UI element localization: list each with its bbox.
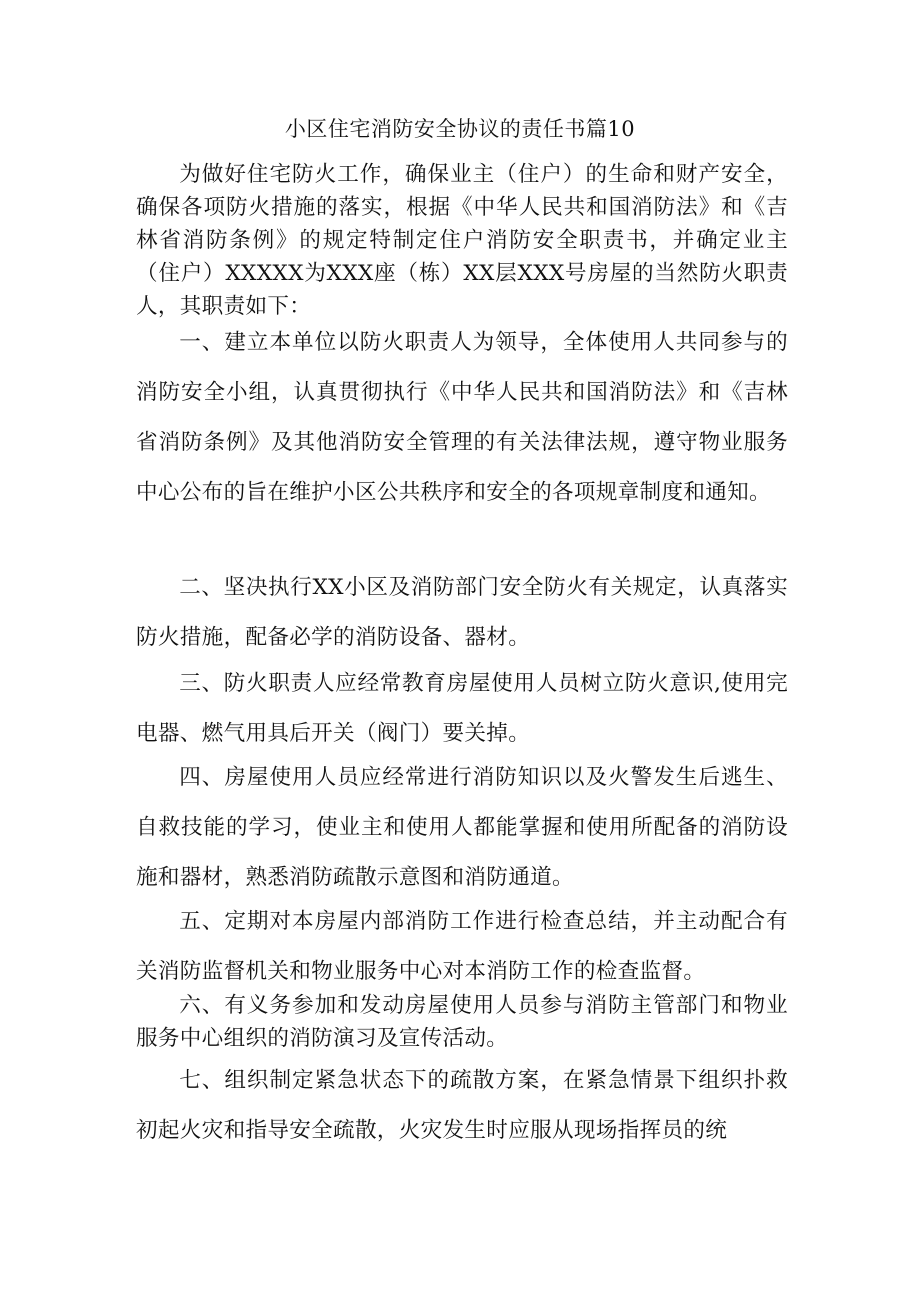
document-title: 小区住宅消防安全协议的责任书篇10 [284, 117, 636, 141]
paragraph-intro: 为做好住宅防火工作，确保业主（住户）的生命和财产安全，确保各项防火措施的落实，根据《中华人民共和国消防法》和《吉林省消防条例》的规定特制定住户消防安全职责书，并确定业主（住户）XXXXX为XXX座（栋）XX层XXX号房屋的当然防火职责人，其职责如下： [136, 162, 788, 319]
paragraph-clause-4: 四、房屋使用人员应经常进行消防知识以及火警发生后逃生、自救技能的学习，使业主和使用人都能掌握和使用所配备的消防设施和器材，熟悉消防疏散示意图和消防通道。 [136, 765, 788, 890]
paragraph-clause-1: 一、建立本单位以防火职责人为领导，全体使用人共同参与的消防安全小组，认真贯彻执行《中华人民共和国消防法》和《吉林省消防条例》及其他消防安全管理的有关法律法规，遵守物业服务中心公布的旨在维护小区公共秩序和安全的各项规章制度和通知。 [136, 330, 788, 505]
paragraph-clause-6: 六、有义务参加和发动房屋使用人员参与消防主管部门和物业服务中心组织的消防演习及宣传活动。 [136, 993, 788, 1051]
paragraph-clause-2: 二、坚决执行XX小区及消防部门安全防火有关规定，认真落实防火措施，配备必学的消防设备、器材。 [136, 575, 788, 650]
paragraph-clause-3: 三、防火职责人应经常教育房屋使用人员树立防火意识,使用完电器、燃气用具后开关（阀门）要关掉。 [136, 671, 788, 746]
paragraph-clause-5: 五、定期对本房屋内部消防工作进行检查总结，并主动配合有关消防监督机关和物业服务中心对本消防工作的检查监督。 [136, 909, 788, 984]
paragraph-clause-7: 七、组织制定紧急状态下的疏散方案，在紧急情景下组织扑救初起火灾和指导安全疏散，火灾发生时应服从现场指挥员的统 [136, 1068, 788, 1143]
